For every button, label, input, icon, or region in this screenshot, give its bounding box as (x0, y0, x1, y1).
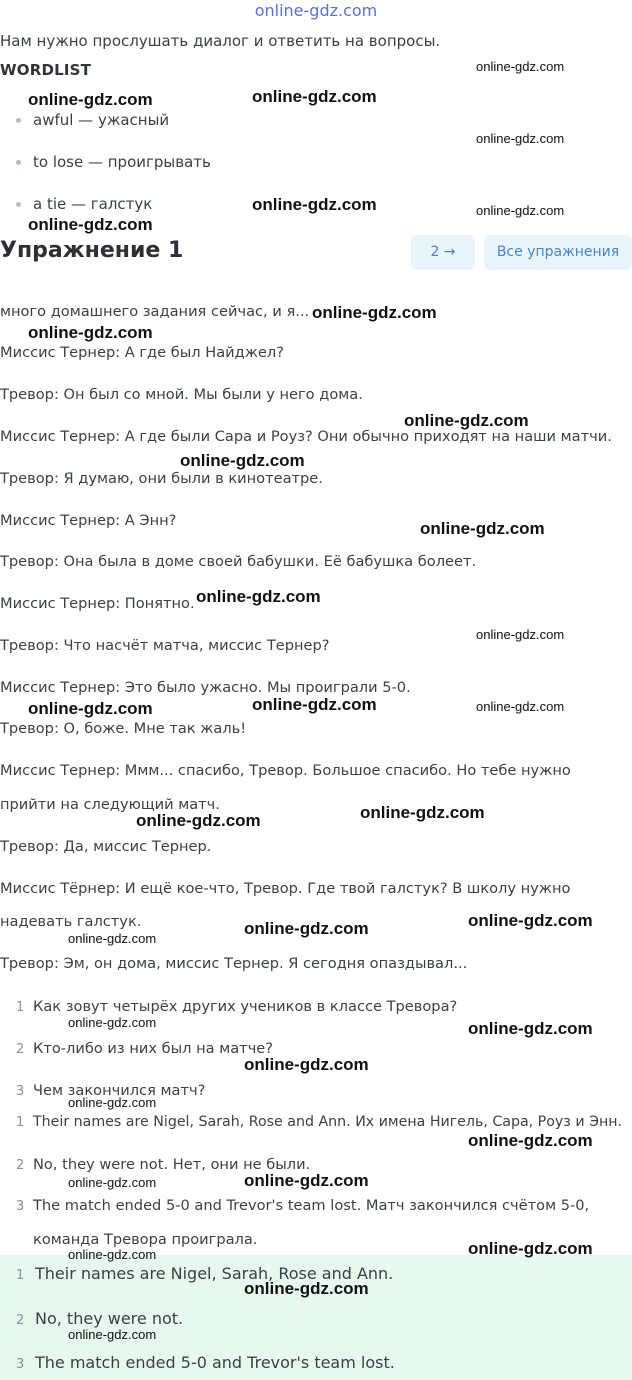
watermark: online-gdz.com (420, 519, 545, 538)
answer-number: 2 (16, 1313, 25, 1328)
answer-number: 3 (16, 1357, 25, 1372)
watermark: online-gdz.com (28, 90, 153, 109)
final-answer-item (16, 1353, 395, 1372)
answer-number: 1 (16, 1115, 25, 1130)
wordlist-heading: WORDLIST (0, 61, 92, 79)
dialogue-line: прийти на следующий матч. (0, 796, 220, 813)
answer-text: No, they were not. (35, 1309, 184, 1328)
dialogue-line: Миссис Тернер: Понятно. (0, 595, 195, 612)
question-item (16, 1040, 273, 1057)
answer-item (16, 1231, 257, 1248)
bullet-icon (16, 202, 21, 207)
dialogue-line: Миссис Тёрнер: И ещё кое-что, Тревор. Где твой галстук? В школу нужно (0, 880, 571, 897)
watermark: online-gdz.com (244, 919, 369, 938)
next-exercise-button[interactable]: 2 → (411, 235, 475, 270)
bullet-icon (16, 160, 21, 165)
watermark: online-gdz.com (28, 699, 153, 718)
dialogue-line: Тревор: Что насчёт матча, миссис Тернер? (0, 637, 330, 654)
watermark: online-gdz.com (468, 1019, 593, 1038)
site-header[interactable]: online-gdz.com (254, 1, 378, 20)
dialogue-line: Тревор: Я думаю, они были в кинотеатре. (0, 470, 323, 487)
wordlist-item-text: to lose — проигрывать (33, 153, 211, 171)
answer-number: 3 (16, 1199, 25, 1214)
dialogue-line: Миссис Тернер: Ммм... спасибо, Тревор. Большое спасибо. Но тебе нужно (0, 762, 571, 779)
watermark: online-gdz.com (28, 323, 153, 342)
question-number: 1 (16, 1000, 25, 1015)
answer-text: команда Тревора проиграла. (33, 1231, 258, 1248)
dialogue-line: Миссис Тернер: А где был Найджел? (0, 344, 284, 361)
dialogue-line: надевать галстук. (0, 913, 142, 930)
answer-number: 2 (16, 1158, 25, 1173)
dialogue-line: Тревор: О, боже. Мне так жаль! (0, 720, 247, 737)
wordlist-item (16, 195, 152, 213)
question-text: Чем закончился матч? (33, 1082, 206, 1099)
watermark: online-gdz.com (468, 911, 593, 930)
all-exercises-button[interactable]: Все упражнения (484, 235, 632, 270)
watermark: online-gdz.com (68, 1015, 157, 1030)
answer-text: The match ended 5-0 and Trevor's team lost. (35, 1353, 395, 1372)
watermark: online-gdz.com (252, 87, 377, 106)
dialogue-line: Миссис Тернер: А где были Сара и Роуз? Они обычно приходят на наши матчи. (0, 428, 612, 445)
watermark: online-gdz.com (68, 1175, 157, 1190)
answer-item (16, 1197, 589, 1214)
wordlist-item (16, 111, 169, 129)
question-item (16, 998, 457, 1015)
watermark: online-gdz.com (244, 1279, 369, 1298)
final-answer-item (16, 1309, 183, 1328)
watermark: online-gdz.com (404, 411, 529, 430)
watermark: online-gdz.com (476, 203, 565, 218)
dialogue-line: Тревор: Да, миссис Тернер. (0, 838, 212, 855)
dialogue-line: Тревор: Она была в доме своей бабушки. Её бабушка болеет. (0, 553, 477, 570)
dialogue-line: Миссис Тернер: Это было ужасно. Мы проиграли 5-0. (0, 679, 411, 696)
watermark: online-gdz.com (468, 1239, 593, 1258)
watermark: online-gdz.com (244, 1171, 369, 1190)
answer-text: The match ended 5-0 and Trevor's team lost. Матч закончился счётом 5-0, (33, 1197, 590, 1214)
watermark: online-gdz.com (68, 1095, 157, 1110)
watermark: online-gdz.com (68, 1247, 157, 1262)
watermark: online-gdz.com (476, 627, 565, 642)
watermark: online-gdz.com (180, 451, 305, 470)
watermark: online-gdz.com (476, 131, 565, 146)
answer-text: No, they were not. Нет, они не были. (33, 1156, 311, 1173)
question-number: 2 (16, 1042, 25, 1057)
dialogue-line: Тревор: Он был со мной. Мы были у него дома. (0, 386, 363, 403)
watermark: online-gdz.com (244, 1055, 369, 1074)
watermark: online-gdz.com (136, 811, 261, 830)
dialogue-line: много домашнего задания сейчас, и я... (0, 303, 310, 320)
question-text: Кто-либо из них был на матче? (33, 1040, 274, 1057)
answer-number: 1 (16, 1268, 25, 1283)
wordlist-item-text: awful — ужасный (33, 111, 170, 129)
wordlist-item (16, 153, 211, 171)
watermark: online-gdz.com (468, 1131, 593, 1150)
answer-item (16, 1114, 622, 1130)
watermark: online-gdz.com (252, 195, 377, 214)
answer-text: Their names are Nigel, Sarah, Rose and Ann. Их имена Нигель, Сара, Роуз и Энн. (33, 1114, 623, 1130)
watermark: online-gdz.com (68, 931, 157, 946)
watermark: online-gdz.com (476, 59, 565, 74)
watermark: online-gdz.com (252, 695, 377, 714)
bullet-icon (16, 118, 21, 123)
watermark: online-gdz.com (312, 303, 437, 322)
dialogue-line: Тревор: Эм, он дома, миссис Тернер. Я сегодня опаздывал... (0, 955, 468, 972)
exercise-title: Упражнение 1 (0, 238, 184, 263)
watermark: online-gdz.com (476, 699, 565, 714)
watermark: online-gdz.com (196, 587, 321, 606)
task-intro: Нам нужно прослушать диалог и ответить на вопросы. (0, 32, 441, 50)
watermark: online-gdz.com (68, 1327, 157, 1342)
question-text: Как зовут четырёх других учеников в классе Тревора? (33, 998, 458, 1015)
watermark: online-gdz.com (360, 803, 485, 822)
wordlist-item-text: a tie — галстук (33, 195, 153, 213)
answer-text: Their names are Nigel, Sarah, Rose and Ann. (35, 1264, 394, 1283)
dialogue-line: Миссис Тернер: А Энн? (0, 512, 177, 529)
question-number: 3 (16, 1084, 25, 1099)
watermark: online-gdz.com (28, 215, 153, 234)
